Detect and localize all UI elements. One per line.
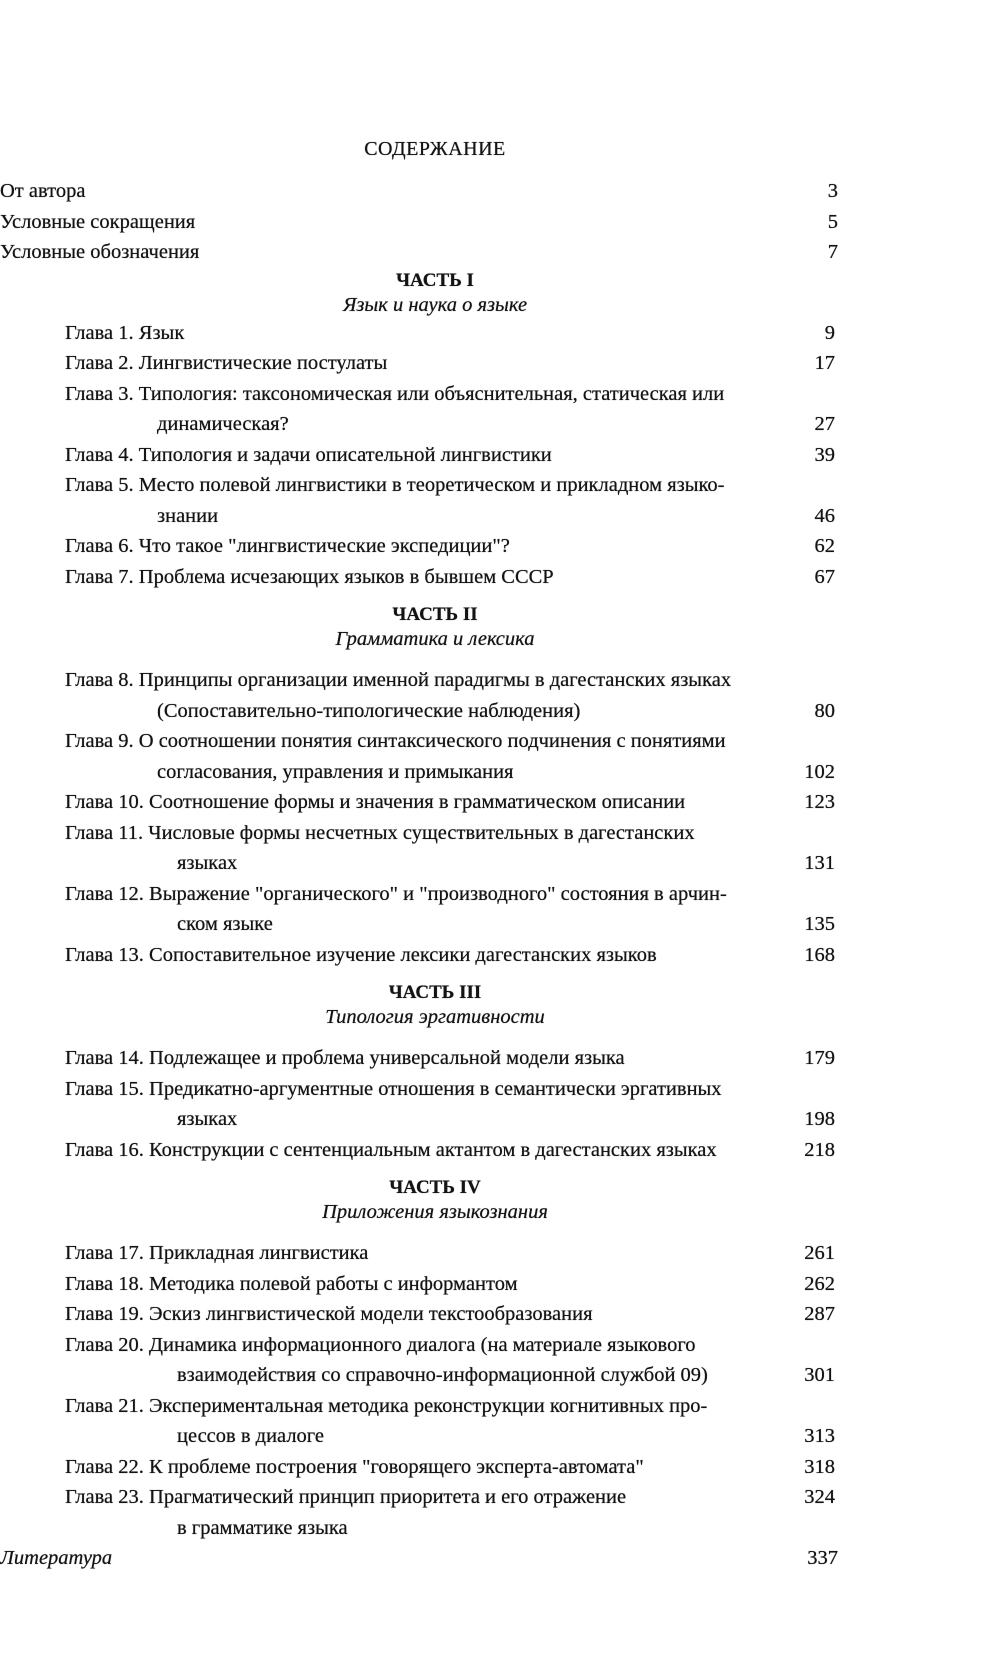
chapter-title-line: Глава 18. Методика полевой работы с информантом bbox=[65, 1272, 518, 1295]
chapter-title-line: Глава 10. Соотношение формы и значения в грамматическом описании bbox=[65, 791, 686, 813]
chapter-title-line: Глава 1. Язык bbox=[65, 321, 185, 344]
toc-entry-back bbox=[0, 1543, 1000, 1574]
chapter-entry bbox=[65, 470, 835, 531]
chapter-title-line: согласования, управления и примыкания bbox=[157, 760, 514, 783]
chapter-entry bbox=[65, 318, 835, 349]
chapter-title-line: Глава 17. Прикладная лингвистика bbox=[65, 1242, 369, 1264]
part-subtitle: Приложения языкознания bbox=[322, 1201, 548, 1223]
page-number: 313 bbox=[804, 1425, 835, 1447]
page-number: 7 bbox=[827, 241, 838, 263]
page-number: 262 bbox=[804, 1272, 835, 1295]
part-heading: ЧАСТЬ II bbox=[392, 604, 478, 625]
entry-label: Условные сокращения bbox=[0, 210, 196, 233]
chapter-title-line: Глава 9. О соотношении понятия синтаксического подчинения с понятиями bbox=[65, 730, 726, 752]
chapter-title-line: Глава 15. Предикатно-аргументные отношения в семантически эргативных bbox=[65, 1077, 722, 1100]
page-number: 9 bbox=[824, 321, 835, 344]
page-number: 168 bbox=[804, 943, 835, 966]
chapter-entry bbox=[65, 726, 835, 787]
chapter-entry bbox=[65, 1074, 835, 1135]
chapter-title-line: знании bbox=[157, 504, 219, 527]
chapter-entry bbox=[65, 1135, 835, 1166]
toc-entry-front bbox=[0, 207, 1000, 238]
entry-label: Условные обозначения bbox=[0, 241, 200, 263]
chapter-title-line: Глава 19. Эскиз лингвистической модели текстообразования bbox=[65, 1303, 593, 1325]
toc-entry-front bbox=[0, 237, 1000, 268]
table-of-contents bbox=[0, 176, 1000, 1574]
part-heading: ЧАСТЬ I bbox=[396, 269, 474, 291]
part-subtitle: Типология эргативности bbox=[325, 1006, 545, 1028]
page-number: 218 bbox=[804, 1138, 835, 1161]
chapter-title-line: в грамматике языка bbox=[177, 1516, 348, 1539]
part-heading: ЧАСТЬ IV bbox=[389, 1177, 481, 1198]
chapter-entry bbox=[65, 1299, 835, 1330]
page-number: 5 bbox=[827, 210, 838, 233]
toc-entry-front bbox=[0, 176, 1000, 207]
page-number: 46 bbox=[814, 504, 835, 527]
chapter-entry bbox=[65, 348, 835, 379]
page-number: 131 bbox=[804, 852, 835, 874]
chapter-title-line: Глава 13. Сопоставительное изучение лексики дагестанских языков bbox=[65, 943, 657, 966]
chapter-title-line: Глава 7. Проблема исчезающих языков в бывшем СССР bbox=[65, 565, 554, 588]
chapter-title-line: Глава 22. К проблеме построения "говорящего эксперта-автомата" bbox=[65, 1455, 644, 1478]
chapter-entry bbox=[65, 562, 835, 593]
page-number: 67 bbox=[814, 565, 835, 588]
chapter-title-line: (Сопоставительно-типологические наблюдения) bbox=[157, 699, 581, 722]
chapter-entry bbox=[65, 1043, 835, 1074]
chapter-entry bbox=[65, 440, 835, 471]
chapter-title-line: Глава 14. Подлежащее и проблема универсальной модели языка bbox=[65, 1047, 625, 1069]
chapter-title-line: динамическая? bbox=[157, 413, 289, 435]
chapter-title-line: Глава 16. Конструкции с сентенциальным актантом в дагестанских языках bbox=[65, 1138, 717, 1161]
page-number: 179 bbox=[804, 1047, 835, 1069]
chapter-title-line: языках bbox=[177, 852, 238, 874]
chapter-entry bbox=[65, 1269, 835, 1300]
chapter-title-line: Глава 20. Динамика информационного диалога (на материале языкового bbox=[65, 1333, 696, 1356]
chapter-entry bbox=[65, 879, 835, 940]
page-number: 123 bbox=[804, 791, 835, 813]
page-number: 102 bbox=[804, 760, 835, 783]
page-number: 135 bbox=[804, 913, 835, 935]
chapter-entry bbox=[65, 531, 835, 562]
page-number: 198 bbox=[804, 1108, 835, 1130]
chapter-entry bbox=[65, 787, 835, 818]
page-number: 337 bbox=[807, 1547, 838, 1569]
chapter-title-line: Глава 8. Принципы организации именной парадигмы в дагестанских языках bbox=[65, 669, 732, 691]
chapter-entry bbox=[65, 1452, 835, 1483]
page-number: 62 bbox=[814, 535, 835, 557]
chapter-title-line: Глава 23. Прагматический принцип приоритета и его отражение bbox=[65, 1486, 627, 1508]
chapter-entry bbox=[65, 1482, 835, 1543]
page-title: СОДЕРЖАНИЕ bbox=[364, 138, 506, 160]
chapter-title-line: Глава 4. Типология и задачи описательной лингвистики bbox=[65, 443, 552, 466]
chapter-entry bbox=[65, 1391, 835, 1452]
chapter-title-line: Глава 2. Лингвистические постулаты bbox=[65, 352, 388, 374]
chapter-title-line: взаимодействия со справочно-информационной службой 09) bbox=[177, 1364, 708, 1386]
page-number: 27 bbox=[814, 413, 835, 435]
page-number: 3 bbox=[827, 180, 838, 202]
page-number: 39 bbox=[814, 443, 835, 466]
chapter-title-line: Глава 11. Числовые формы несчетных существительных в дагестанских bbox=[65, 821, 695, 844]
page-number: 80 bbox=[814, 699, 835, 722]
chapter-entry bbox=[65, 665, 835, 726]
chapter-entry bbox=[65, 1238, 835, 1269]
chapter-title-line: Глава 21. Экспериментальная методика реконструкции когнитивных про- bbox=[65, 1394, 708, 1417]
chapter-title-line: языках bbox=[177, 1108, 238, 1130]
part-subtitle: Язык и наука о языке bbox=[342, 293, 528, 316]
entry-label: Литература bbox=[0, 1547, 113, 1569]
chapter-entry bbox=[65, 818, 835, 879]
chapter-title-line: ском языке bbox=[177, 913, 273, 935]
chapter-title-line: цессов в диалоге bbox=[177, 1425, 325, 1447]
page-number: 301 bbox=[804, 1364, 835, 1386]
entry-label: От автора bbox=[0, 180, 86, 202]
page-number: 261 bbox=[804, 1242, 835, 1264]
page-number: 17 bbox=[814, 352, 835, 374]
page-number: 318 bbox=[804, 1455, 835, 1478]
part-heading: ЧАСТЬ III bbox=[388, 982, 482, 1003]
page-number: 287 bbox=[804, 1303, 835, 1325]
chapter-title-line: Глава 5. Место полевой лингвистики в теоретическом и прикладном языко- bbox=[65, 474, 725, 496]
chapter-title-line: Глава 6. Что такое "лингвистические экспедиции"? bbox=[65, 535, 510, 557]
chapter-title-line: Глава 12. Выражение "органического" и "производного" состояния в арчин- bbox=[65, 882, 727, 905]
chapter-entry bbox=[65, 1330, 835, 1391]
chapter-entry bbox=[65, 379, 835, 440]
chapter-entry bbox=[65, 940, 835, 971]
page-number: 324 bbox=[804, 1486, 835, 1508]
part-subtitle: Грамматика и лексика bbox=[335, 628, 535, 650]
chapter-title-line: Глава 3. Типология: таксономическая или объяснительная, статическая или bbox=[65, 382, 725, 405]
